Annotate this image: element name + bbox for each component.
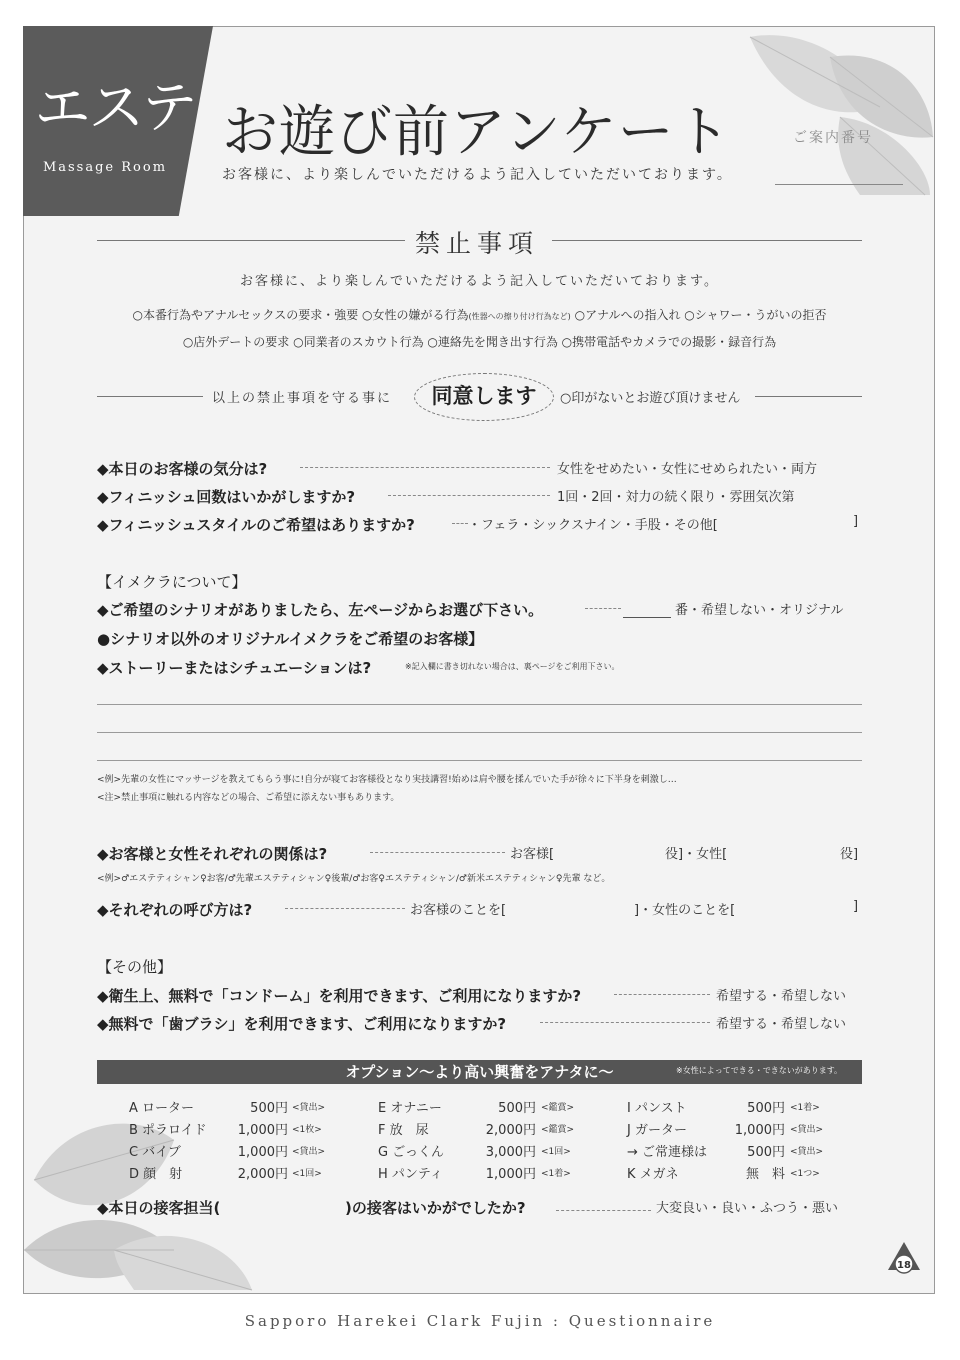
prohibited-intro: お客様に、より楽しんでいただけるよう記入していただいております。: [240, 274, 719, 289]
prohibited-heading: 禁止事項: [415, 229, 540, 258]
question-finish-style-label: ◆フィニッシュスタイルのご希望はありますか?: [97, 516, 415, 534]
option-name[interactable]: I パンスト: [627, 1101, 687, 1116]
option-price: 1,000円: [485, 1167, 536, 1182]
option-unit: <1つ>: [790, 1169, 820, 1179]
age-18-badge-text: 18: [897, 1260, 911, 1271]
other-heading: 【その他】: [97, 958, 173, 976]
imekura-scenario-options[interactable]: 番・希望しない・オリジナル: [675, 603, 844, 618]
option-price: 1,000円: [734, 1123, 785, 1138]
footer-text: Sapporo Harekei Clark Fujin : Questionnaire: [244, 1312, 716, 1330]
option-price: 2,000円: [237, 1167, 288, 1182]
option-name[interactable]: E オナニー: [378, 1101, 442, 1116]
imekura-story-note: ※記入欄に書き切れない場合は、裏ページをご利用下さい。: [405, 662, 620, 671]
naming-close: ]: [853, 899, 859, 914]
relationship-customer-role: 役]・女性[: [665, 847, 728, 862]
option-unit: <貸出>: [790, 1125, 824, 1135]
scenario-number-field[interactable]: [623, 617, 671, 618]
option-unit: <貸出>: [292, 1103, 326, 1113]
option-price: 500円: [250, 1101, 288, 1116]
question-finish-style-close: ]: [853, 514, 859, 529]
options-note: ※女性によってできる・できないがあります。: [676, 1066, 843, 1075]
guide-number-field[interactable]: [775, 184, 903, 185]
question-finish-style-options[interactable]: ・フェラ・シックスナイン・手股・その他[: [468, 518, 718, 533]
question-finish-count-options[interactable]: 1回・2回・対力の続く限り・雰囲気次第: [557, 490, 795, 505]
option-unit: <鑑賞>: [541, 1103, 575, 1113]
question-finish-count-label: ◆フィニッシュ回数はいかがしますか?: [97, 488, 356, 506]
option-name[interactable]: → ご常連様は: [627, 1145, 708, 1160]
prohibited-row-1-note: (性器への擦り付け行為など): [468, 312, 571, 321]
option-price: 500円: [498, 1101, 536, 1116]
option-price: 1,000円: [237, 1145, 288, 1160]
page-title: お遊び前アンケート: [222, 100, 732, 165]
leader-dots: [452, 523, 468, 524]
leader-dots: [300, 467, 550, 468]
option-unit: <1着>: [541, 1169, 571, 1179]
option-name[interactable]: K メガネ: [627, 1167, 679, 1182]
question-mood-options[interactable]: 女性をせめたい・女性にせめられたい・両方: [557, 462, 818, 477]
option-name[interactable]: B ポラロイド: [129, 1123, 207, 1138]
story-write-line-1[interactable]: [97, 704, 862, 705]
question-mood-label: ◆本日のお客様の気分は?: [97, 460, 268, 478]
option-name[interactable]: H パンティ: [378, 1167, 443, 1182]
imekura-caution: <注>禁止事項に触れる内容などの場合、ご希望に添えない事もあります。: [97, 793, 400, 803]
option-price: 無 料: [745, 1167, 785, 1182]
imekura-scenario-label: ◆ご希望のシナリオがありましたら、左ページからお選び下さい。: [97, 601, 544, 619]
leader-dots: [388, 495, 550, 496]
option-name[interactable]: A ローター: [129, 1101, 195, 1116]
toothbrush-options[interactable]: 希望する・希望しない: [716, 1017, 847, 1032]
staff-rating-options[interactable]: 大変良い・良い・ふつう・悪い: [656, 1201, 839, 1216]
imekura-heading: 【イメクラについて】: [97, 573, 247, 591]
option-name[interactable]: C バイブ: [129, 1145, 181, 1160]
option-name[interactable]: D 顔 射: [129, 1167, 183, 1182]
options-title: オプション〜より高い興奮をアナタに〜: [345, 1063, 614, 1081]
option-price: 3,000円: [485, 1145, 536, 1160]
option-price: 500円: [747, 1101, 785, 1116]
brand-subtitle: Massage Room: [42, 160, 168, 175]
naming-customer: お客様のことを[: [410, 903, 507, 918]
option-unit: <1着>: [790, 1103, 820, 1113]
imekura-story-label: ◆ストーリーまたはシチュエーションは?: [97, 659, 372, 677]
leader-dots: [540, 1022, 710, 1023]
leader-dots: [285, 908, 405, 909]
imekura-example: <例>先輩の女性にマッサージを教えてもらう事に!自分が寝てお客様役となり実技講習!始めは肩や腰を揉んでいた手が徐々に下半身を刺激し…: [97, 775, 677, 785]
relationship-label: ◆お客様と女性それぞれの関係は?: [97, 845, 328, 863]
prohibited-row-1-a: ○本番行為やアナルセックスの要求・強要 ○女性の嫌がる行為: [132, 308, 469, 322]
divider: [755, 396, 862, 397]
leader-dots: [585, 608, 621, 609]
prohibited-row-1-b: ○アナルへの指入れ ○シャワー・うがいの拒否: [574, 308, 827, 322]
agree-prefix: 以上の禁止事項を守る事に: [212, 391, 393, 406]
leader-dots: [614, 994, 710, 995]
toothbrush-label: ◆無料で「歯ブラシ」を利用できます、ご利用になりますか?: [97, 1015, 507, 1033]
option-unit: <貸出>: [292, 1147, 326, 1157]
naming-female: ]・女性のことを[: [634, 903, 736, 918]
staff-rating-label-a: ◆本日の接客担当(: [97, 1199, 221, 1217]
divider: [97, 240, 405, 241]
naming-label: ◆それぞれの呼び方は?: [97, 901, 253, 919]
option-price: 2,000円: [485, 1123, 536, 1138]
divider: [97, 396, 203, 397]
option-unit: <貸出>: [790, 1147, 824, 1157]
relationship-female-role: 役]: [840, 847, 859, 862]
leader-dots: [556, 1210, 651, 1211]
staff-name-field[interactable]: [250, 1197, 342, 1215]
option-name[interactable]: J ガーター: [627, 1123, 687, 1138]
condom-label: ◆衛生上、無料で「コンドーム」を利用できます、ご利用になりますか?: [97, 987, 582, 1005]
option-name[interactable]: G ごっくん: [378, 1145, 444, 1160]
guide-number-label: ご案内番号: [793, 130, 873, 146]
relationship-customer: お客様[: [510, 847, 555, 862]
story-write-line-3[interactable]: [97, 760, 862, 761]
option-unit: <1枚>: [292, 1125, 322, 1135]
leader-dots: [370, 852, 505, 853]
prohibited-row-1: [97, 306, 862, 323]
imekura-original-label: ●シナリオ以外のオリジナルイメクラをご希望のお客様】: [97, 630, 484, 648]
agree-suffix: ○印がないとお遊び頂けません: [560, 391, 741, 406]
relationship-example: <例>♂エステティシャン♀お客/♂先輩エステティシャン♀後輩/♂お客♀エステティシャン/♂新米エステティシャン♀先輩 など。: [97, 874, 611, 884]
option-unit: <1回>: [292, 1169, 322, 1179]
story-write-line-2[interactable]: [97, 732, 862, 733]
option-unit: <鑑賞>: [541, 1125, 575, 1135]
staff-rating-label-b: )の接客はいかがでしたか?: [345, 1199, 526, 1217]
brand-title: エステ: [34, 76, 196, 141]
condom-options[interactable]: 希望する・希望しない: [716, 989, 847, 1004]
age-18-icon: [886, 1240, 922, 1276]
agree-checkbox[interactable]: 同意します: [414, 373, 554, 421]
prohibited-row-2: ○店外デートの要求 ○同業者のスカウト行為 ○連絡先を聞き出す行為 ○携帯電話やカメラでの撮影・録音行為: [182, 335, 777, 349]
option-name[interactable]: F 放 尿: [378, 1123, 429, 1138]
divider: [552, 240, 862, 241]
option-unit: <1回>: [541, 1147, 571, 1157]
option-price: 1,000円: [237, 1123, 288, 1138]
page-subtitle: お客様に、より楽しんでいただけるよう記入していただいております。: [222, 167, 733, 183]
option-price: 500円: [747, 1145, 785, 1160]
